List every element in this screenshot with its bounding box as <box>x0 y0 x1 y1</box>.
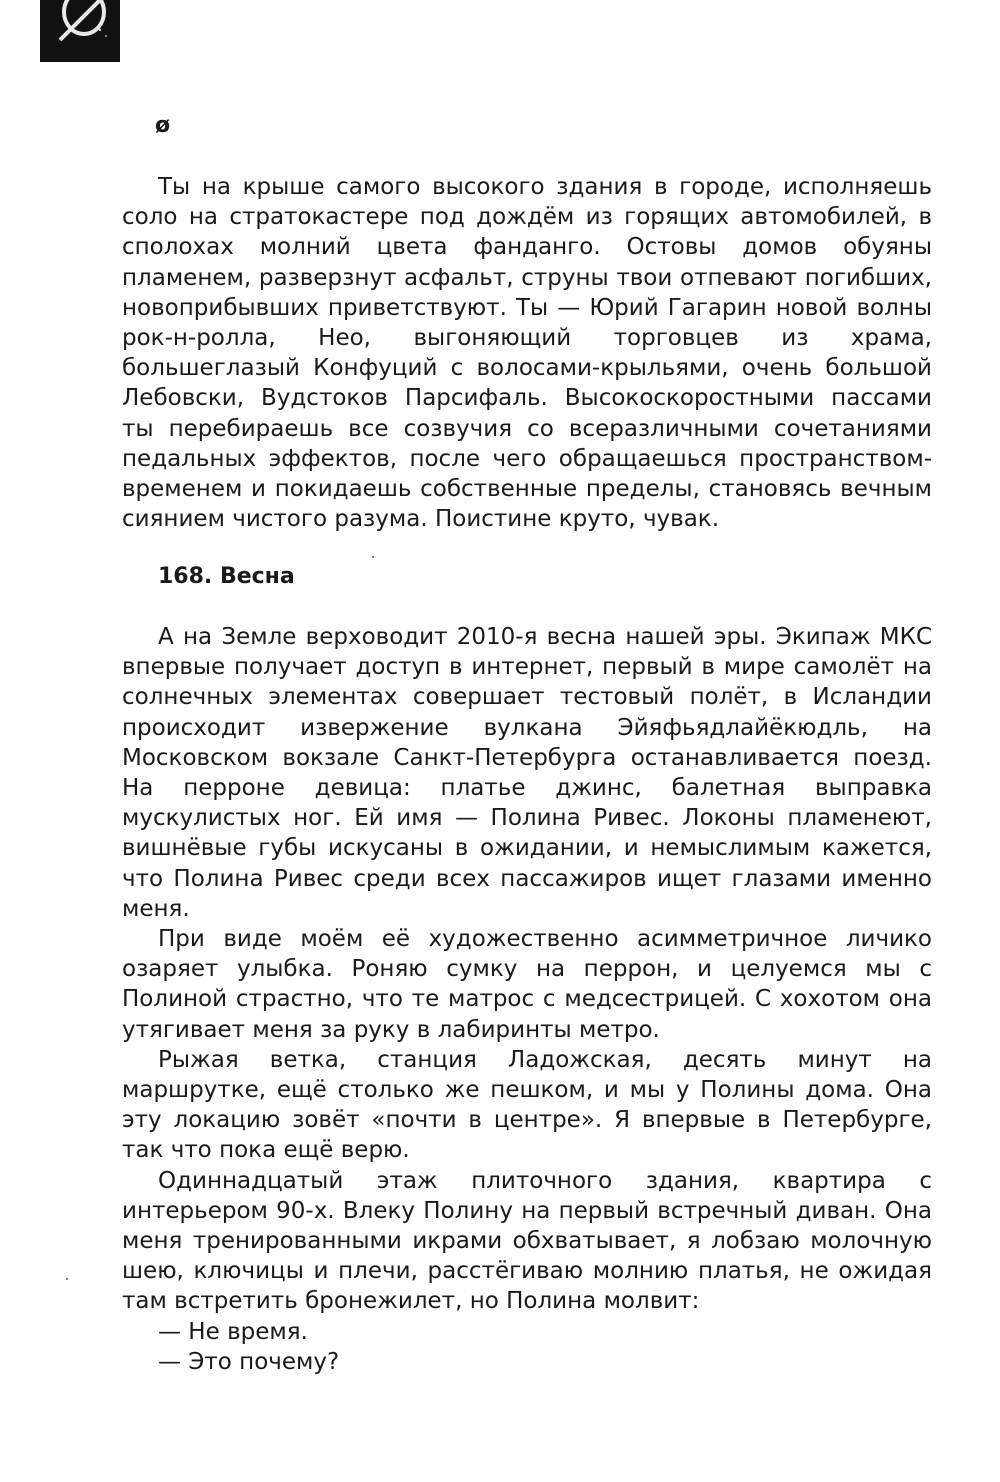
text-block-1 <box>122 172 932 534</box>
scan-speck <box>66 1278 68 1280</box>
paragraph: Рыжая ветка, станция Ладожская, десять минут на маршрутке, ещё столько же пешком, и мы у Полины дома. Она эту локацию зовёт «почти в центре». Я впервые в Петербурге, так что пока ещё верю. <box>122 1046 932 1164</box>
stylized-o-icon <box>40 0 120 62</box>
dialogue-line: — Это почему? <box>158 1348 340 1375</box>
paragraph: При виде моём её художественно асимметричное личико озаряет улыбка. Роняю сумку на перрон, и целуемся мы с Полиной страстно, что те матрос с медсестрицей. С хохотом она утягивает меня за руку в лабиринты метро. <box>122 926 932 1043</box>
section-mark: ø <box>155 113 171 138</box>
paragraph: Ты на крыше самого высокого здания в городе, исполняешь соло на стратокастере под дождём из горящих автомобилей, в сполохах молний цвета фанданго. Остовы домов обуяны пламенем, разверзнут асфальт, струны твои отпевают погибших, новоприбывших приветствуют. Ты — Юрий Гагарин новой волны рок-н-ролла, Нео, выгоняющий торговцев из храма, большеглазый Конфуций с волосами-крыльями, очень большой Лебовски, Вудстоков Парсифаль. Высокоскоростными пассами ты перебираешь все созвучия со всеразличными сочетаниями педальных эффектов, после чего обращаешься пространством-временем и покидаешь собственные пределы, становясь вечным сиянием чистого разума. Поистине круто, чувак. <box>122 174 932 533</box>
chapter-heading: 168. Весна <box>158 564 295 589</box>
paragraph: Одиннадцатый этаж плиточного здания, квартира с интерьером 90-х. Влеку Полину на первый встречный диван. Она меня тренированными икрами обхватывает, я лобзаю молочную шею, ключицы и плечи, расстёгиваю молнию платья, не ожидая там встретить бронежилет, но Полина молвит: <box>122 1167 932 1315</box>
dialogue-line: — Не время. <box>158 1318 308 1345</box>
corner-logo-mark <box>40 0 120 62</box>
text-block-2 <box>122 622 932 1377</box>
paragraph: А на Земле верховодит 2010-я весна нашей эры. Экипаж МКС впервые получает доступ в интернет, первый в мире самолёт на солнечных элементах совершает тестовый полёт, в Исландии происходит извержение вулкана Эйяфьядлайёкюдль, на Московском вокзале Санкт-Петербурга останавливается поезд. На перроне девица: платье джинс, балетная выправка мускулистых ног. Ей имя — Полина Ривес. Локоны пламенеют, вишнёвые губы искусаны в ожидании, и немыслимым кажется, что Полина Ривес среди всех пассажиров ищет глазами именно меня. <box>122 624 932 922</box>
scan-speck <box>372 556 374 558</box>
